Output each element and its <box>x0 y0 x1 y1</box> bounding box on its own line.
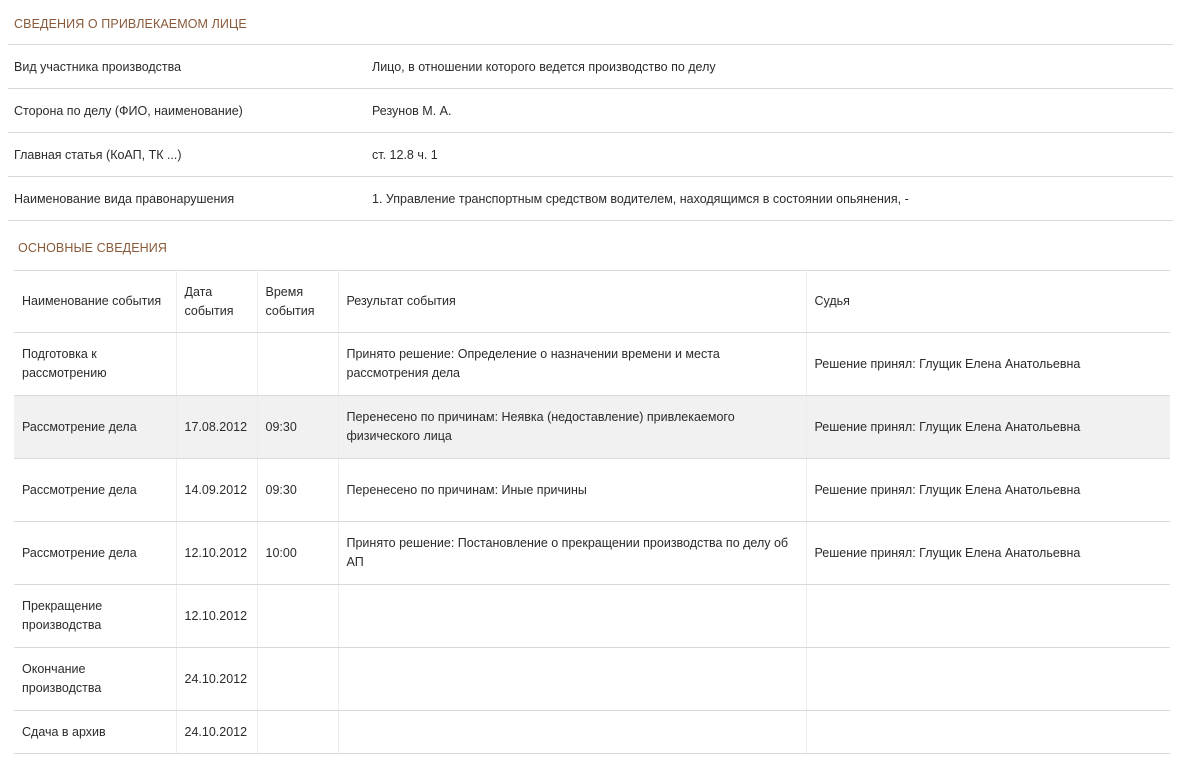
info-label: Главная статья (КоАП, ТК ...) <box>14 147 182 162</box>
header-result: Результат события <box>338 271 806 333</box>
cell-date: 14.09.2012 <box>176 459 257 522</box>
table-row <box>14 648 1170 711</box>
info-row <box>8 45 1173 89</box>
info-label: Сторона по делу (ФИО, наименование) <box>14 103 243 118</box>
cell-result: Принято решение: Определение о назначении времени и места рассмотрения дела <box>338 333 806 396</box>
cell-date <box>176 333 257 396</box>
info-value: ст. 12.8 ч. 1 <box>372 147 438 162</box>
cell-result: Перенесено по причинам: Неявка (недоставление) привлекаемого физического лица <box>338 396 806 459</box>
cell-judge: Решение принял: Глущик Елена Анатольевна <box>806 522 1170 585</box>
section-title-person: СВЕДЕНИЯ О ПРИВЛЕКАЕМОМ ЛИЦЕ <box>14 17 247 31</box>
cell-judge <box>806 711 1170 754</box>
cell-date: 24.10.2012 <box>176 648 257 711</box>
table-row <box>14 333 1170 396</box>
cell-time <box>257 333 338 396</box>
header-date: Дата события <box>176 271 257 333</box>
cell-judge: Решение принял: Глущик Елена Анатольевна <box>806 459 1170 522</box>
cell-time: 10:00 <box>257 522 338 585</box>
info-label: Вид участника производства <box>14 59 182 74</box>
table-row <box>14 585 1170 648</box>
events-header-row <box>14 271 1170 333</box>
header-judge: Судья <box>806 271 1170 333</box>
info-row <box>8 89 1173 133</box>
cell-event: Рассмотрение дела <box>14 522 176 585</box>
cell-event: Подготовка к рассмотрению <box>14 333 176 396</box>
cell-event: Рассмотрение дела <box>14 396 176 459</box>
info-value: Лицо, в отношении которого ведется производство по делу <box>372 59 716 74</box>
table-row <box>14 711 1170 754</box>
cell-judge: Решение принял: Глущик Елена Анатольевна <box>806 333 1170 396</box>
cell-result <box>338 711 806 754</box>
cell-event: Рассмотрение дела <box>14 459 176 522</box>
cell-time <box>257 711 338 754</box>
info-label: Наименование вида правонарушения <box>14 191 235 206</box>
table-row <box>14 522 1170 585</box>
cell-result <box>338 648 806 711</box>
cell-judge <box>806 585 1170 648</box>
cell-event: Прекращение производства <box>14 585 176 648</box>
info-row <box>8 133 1173 177</box>
person-info-table <box>8 44 1173 221</box>
cell-time <box>257 648 338 711</box>
table-row <box>14 459 1170 522</box>
cell-date: 24.10.2012 <box>176 711 257 754</box>
cell-date: 17.08.2012 <box>176 396 257 459</box>
cell-time: 09:30 <box>257 396 338 459</box>
cell-event: Сдача в архив <box>14 711 176 754</box>
cell-judge <box>806 648 1170 711</box>
cell-result <box>338 585 806 648</box>
cell-judge: Решение принял: Глущик Елена Анатольевна <box>806 396 1170 459</box>
header-time: Время события <box>257 271 338 333</box>
cell-event: Окончание производства <box>14 648 176 711</box>
cell-date: 12.10.2012 <box>176 522 257 585</box>
cell-result: Принято решение: Постановление о прекращении производства по делу об АП <box>338 522 806 585</box>
header-event: Наименование события <box>14 271 176 333</box>
info-row <box>8 177 1173 221</box>
cell-time: 09:30 <box>257 459 338 522</box>
cell-result: Перенесено по причинам: Иные причины <box>338 459 806 522</box>
events-table <box>14 270 1170 754</box>
table-row <box>14 396 1170 459</box>
cell-time <box>257 585 338 648</box>
info-value: 1. Управление транспортным средством водителем, находящимся в состоянии опьянения, - <box>372 191 909 206</box>
cell-date: 12.10.2012 <box>176 585 257 648</box>
section-title-main: ОСНОВНЫЕ СВЕДЕНИЯ <box>18 241 167 255</box>
info-value: Резунов М. А. <box>372 103 452 118</box>
